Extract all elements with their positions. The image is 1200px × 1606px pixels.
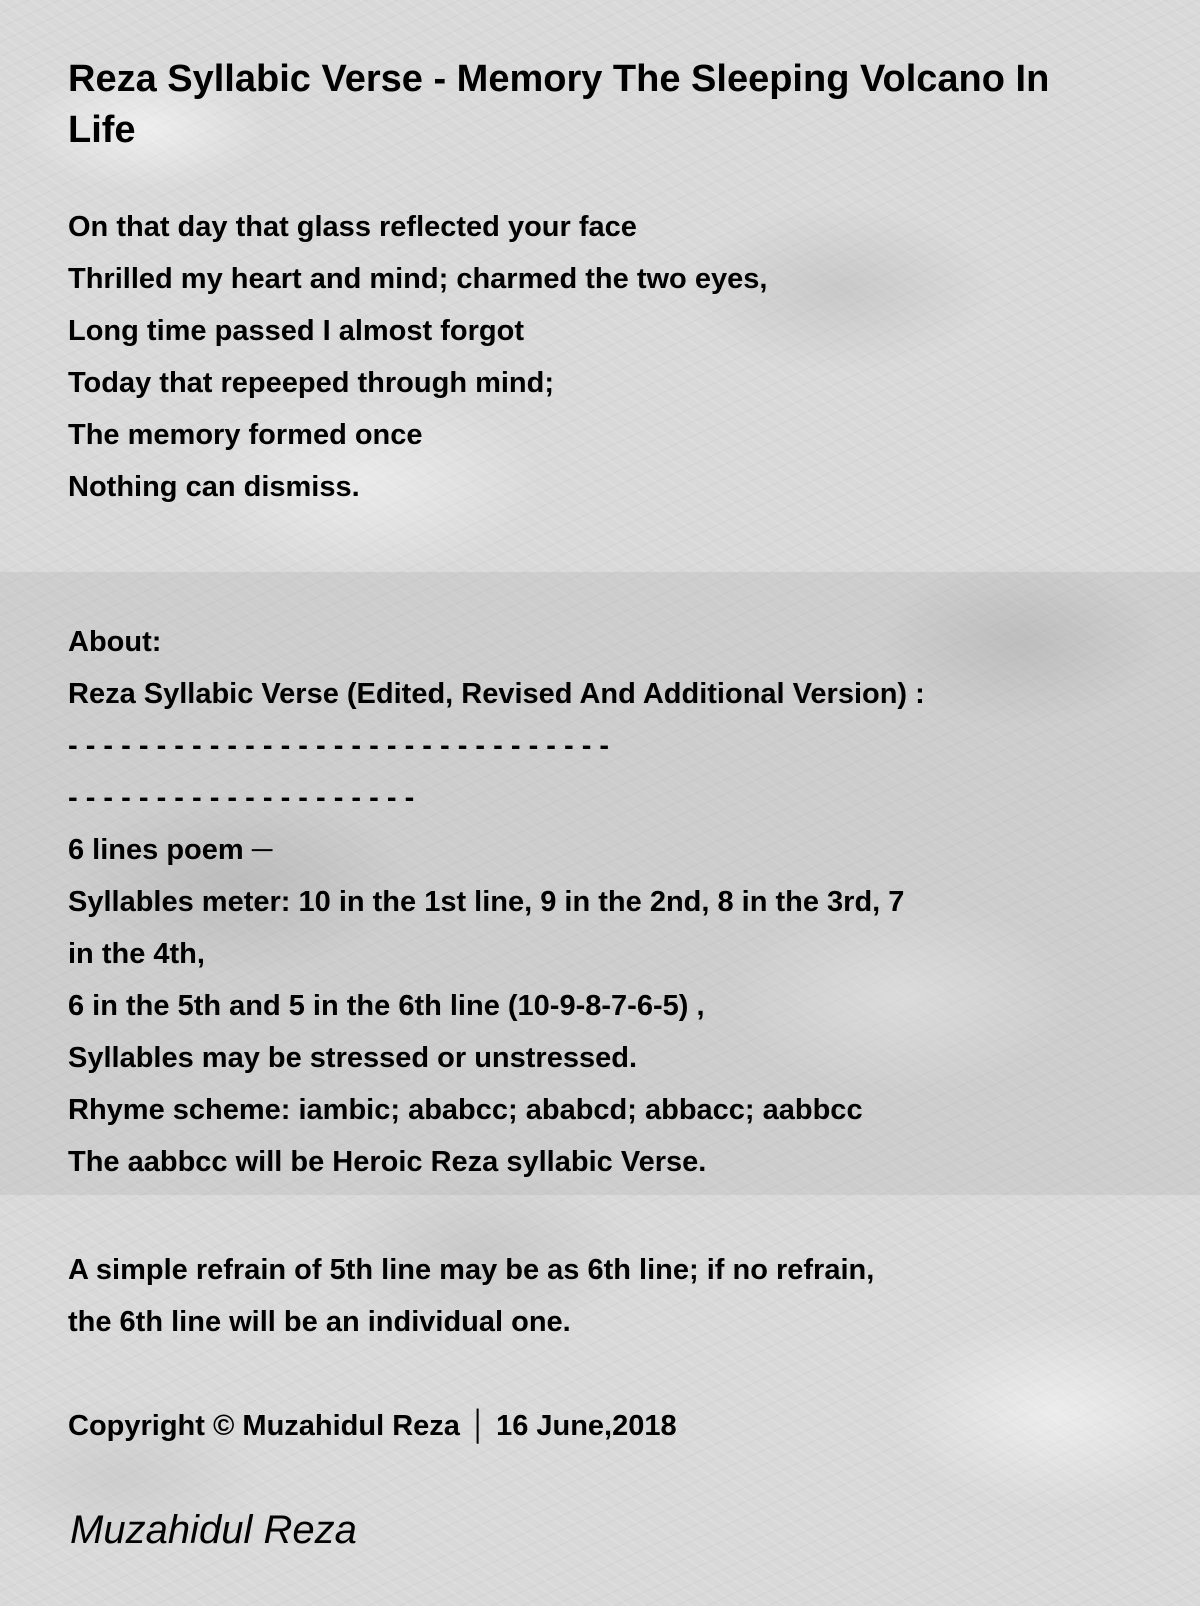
poem-title: Reza Syllabic Verse - Memory The Sleeping Volcano In Life [68, 58, 1050, 151]
copyright-separator: │ [469, 1410, 489, 1442]
poem-line: Long time passed I almost forgot [68, 315, 524, 347]
poem-body [68, 201, 767, 513]
notes-line: the 6th line will be an individual one. [68, 1306, 571, 1338]
poem-line: Today that repeeped through mind; [68, 367, 555, 399]
dash-divider: - - - - - - - - - - - - - - - - - - - - [68, 782, 415, 814]
dash-divider: - - - - - - - - - - - - - - - - - - - - - - - - - - - - - - - [68, 730, 610, 762]
notes-line: A simple refrain of 5th line may be as 6th line; if no refrain, [68, 1254, 875, 1286]
poem-line: Nothing can dismiss. [68, 471, 360, 503]
copyright-date: 16 June,2018 [496, 1410, 677, 1442]
poem-line: Thrilled my heart and mind; charmed the two eyes, [68, 263, 768, 295]
notes-line: Reza Syllabic Verse (Edited, Revised And Additional Version) : [68, 678, 925, 710]
about-notes [68, 616, 925, 1188]
copyright-holder: Copyright © Muzahidul Reza [68, 1410, 460, 1442]
notes-line: Rhyme scheme: iambic; ababcc; ababcd; abbacc; aabbcc [68, 1094, 863, 1126]
notes-line: 6 lines poem ─ [68, 834, 273, 866]
notes-line: The aabbcc will be Heroic Reza syllabic Verse. [68, 1146, 707, 1178]
about-heading: About: [68, 626, 162, 658]
notes-line: Syllables meter: 10 in the 1st line, 9 in the 2nd, 8 in the 3rd, 7 [68, 886, 905, 918]
author-name: Muzahidul Reza [70, 1508, 357, 1552]
copyright-line [68, 1400, 677, 1452]
refrain-notes [68, 1244, 874, 1348]
poem-line: On that day that glass reflected your face [68, 211, 637, 243]
notes-line: in the 4th, [68, 938, 205, 970]
notes-line: 6 in the 5th and 5 in the 6th line (10-9-8-7-6-5) , [68, 990, 705, 1022]
notes-line: Syllables may be stressed or unstressed. [68, 1042, 637, 1074]
poem-line: The memory formed once [68, 419, 423, 451]
